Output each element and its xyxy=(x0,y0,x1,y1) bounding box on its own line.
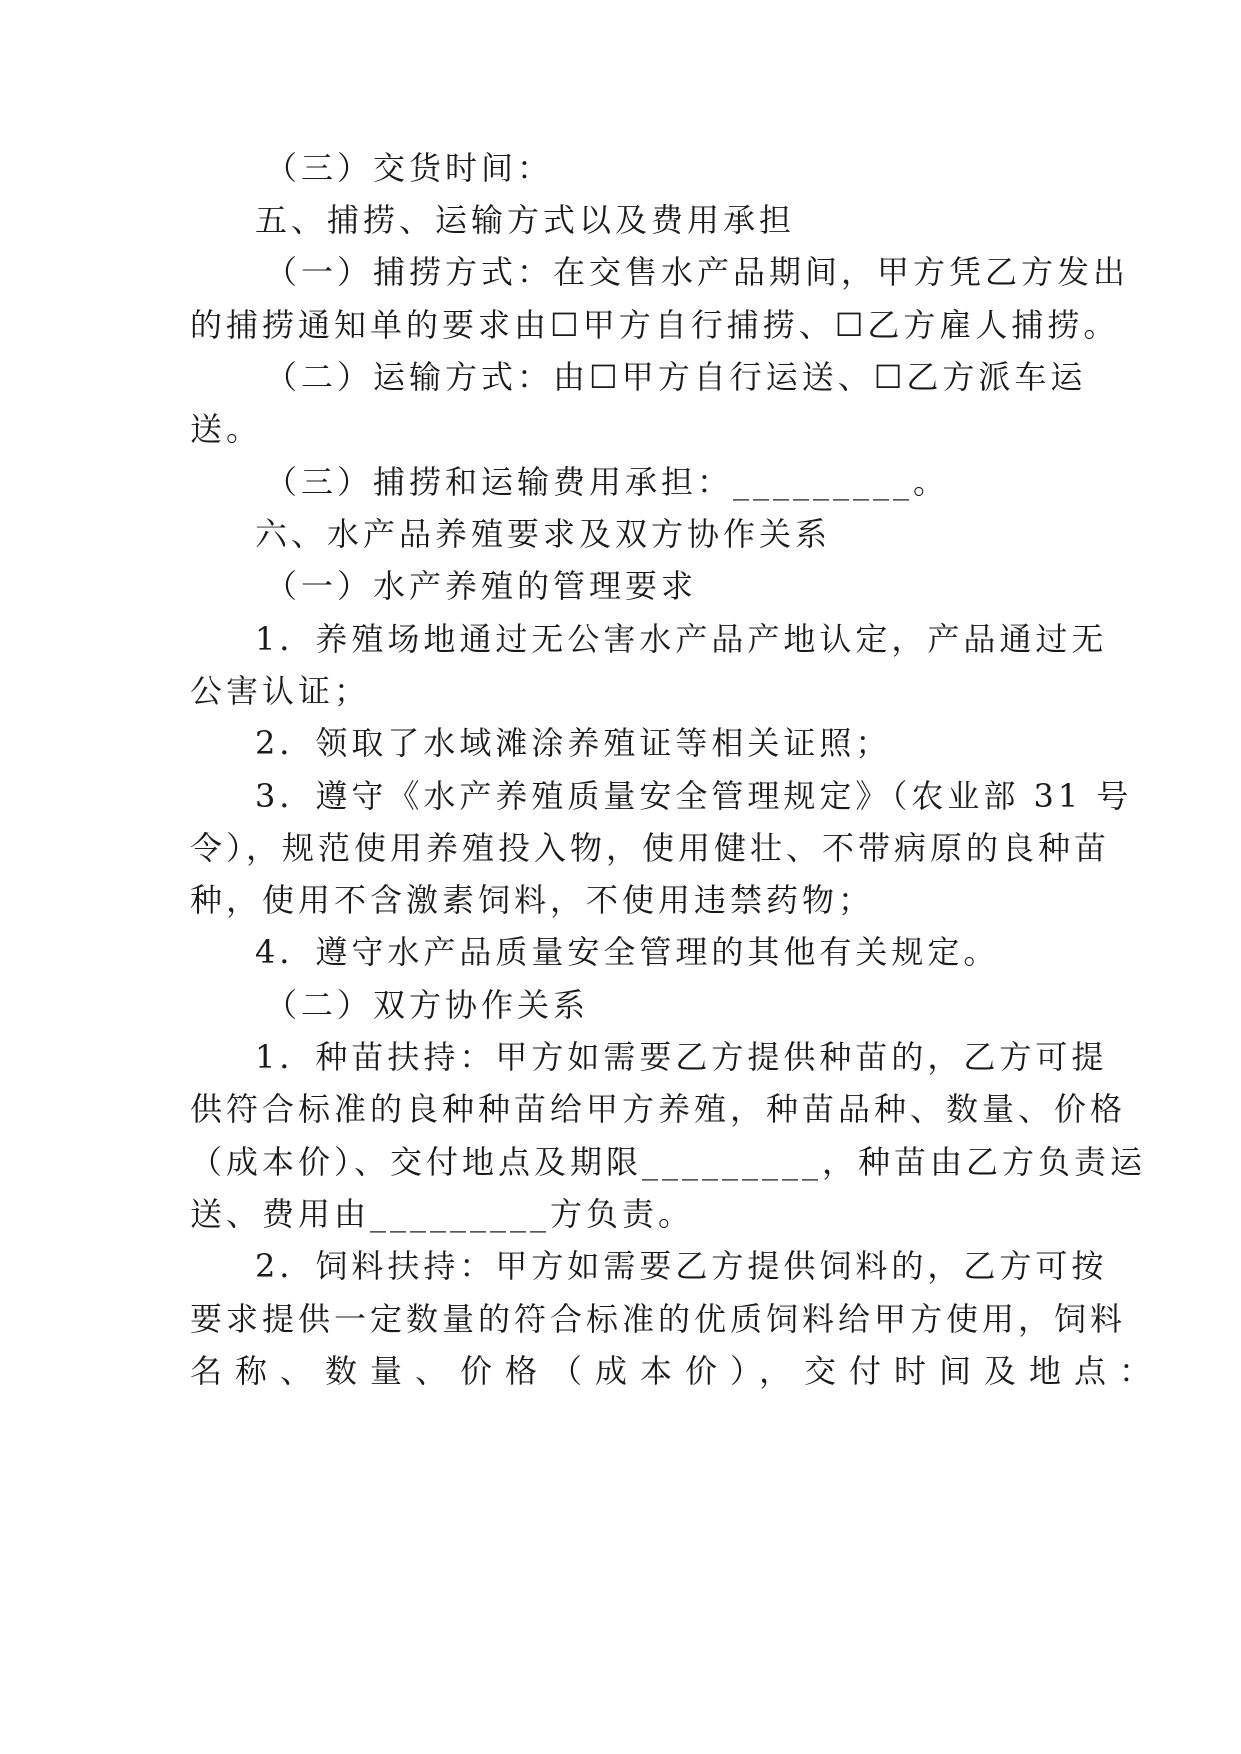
text-line: （三）捕捞和运输费用承担：_________。 xyxy=(265,463,950,501)
subsection-heading: （二）双方协作关系 xyxy=(265,986,590,1024)
text-line: 送、费用由_________方负责。 xyxy=(190,1195,695,1233)
text-line: 3．遵守《水产养殖质量安全管理规定》（农业部 31 号 xyxy=(255,777,1133,815)
section-heading: 五、捕捞、运输方式以及费用承担 xyxy=(255,201,796,239)
text-line: 名称、数量、价格（成本价），交付时间及地点： xyxy=(190,1352,1165,1390)
text-line: （一）捕捞方式：在交售水产品期间，甲方凭乙方发出 xyxy=(265,253,1130,291)
text-line: 公害认证； xyxy=(190,672,371,710)
text-line: 2．领取了水域滩涂养殖证等相关证照； xyxy=(255,724,892,762)
text-line: 2．饲料扶持：甲方如需要乙方提供饲料的，乙方可按 xyxy=(255,1247,1108,1285)
text-line: 供符合标准的良种种苗给甲方养殖，种苗品种、数量、价格 xyxy=(190,1090,1127,1128)
text-line: 送。 xyxy=(190,410,263,448)
section-heading: 六、水产品养殖要求及双方协作关系 xyxy=(255,515,832,553)
subsection-heading: （一）水产养殖的管理要求 xyxy=(265,567,698,605)
text-line: 种，使用不含激素饲料，不使用违禁药物； xyxy=(190,881,875,919)
text-line: 要求提供一定数量的符合标准的优质饲料给甲方使用，饲料 xyxy=(190,1300,1127,1338)
text-line: 1．种苗扶持：甲方如需要乙方提供种苗的，乙方可提 xyxy=(255,1038,1108,1076)
text-line: （成本价）、交付地点及期限_________，种苗由乙方负责运 xyxy=(190,1143,1147,1181)
text-line: 4．遵守水产品质量安全管理的其他有关规定。 xyxy=(255,933,1000,971)
text-line: （三）交货时间： xyxy=(265,149,554,187)
text-line: 令），规范使用养殖投入物，使用健壮、不带病原的良种苗 xyxy=(190,829,1111,867)
text-line: 1．养殖场地通过无公害水产品产地认定，产品通过无 xyxy=(255,620,1108,658)
text-line: （二）运输方式：由☐甲方自行运送、☐乙方派车运 xyxy=(265,358,1087,396)
text-line: 的捕捞通知单的要求由☐甲方自行捕捞、☐乙方雇人捕捞。 xyxy=(190,306,1120,344)
